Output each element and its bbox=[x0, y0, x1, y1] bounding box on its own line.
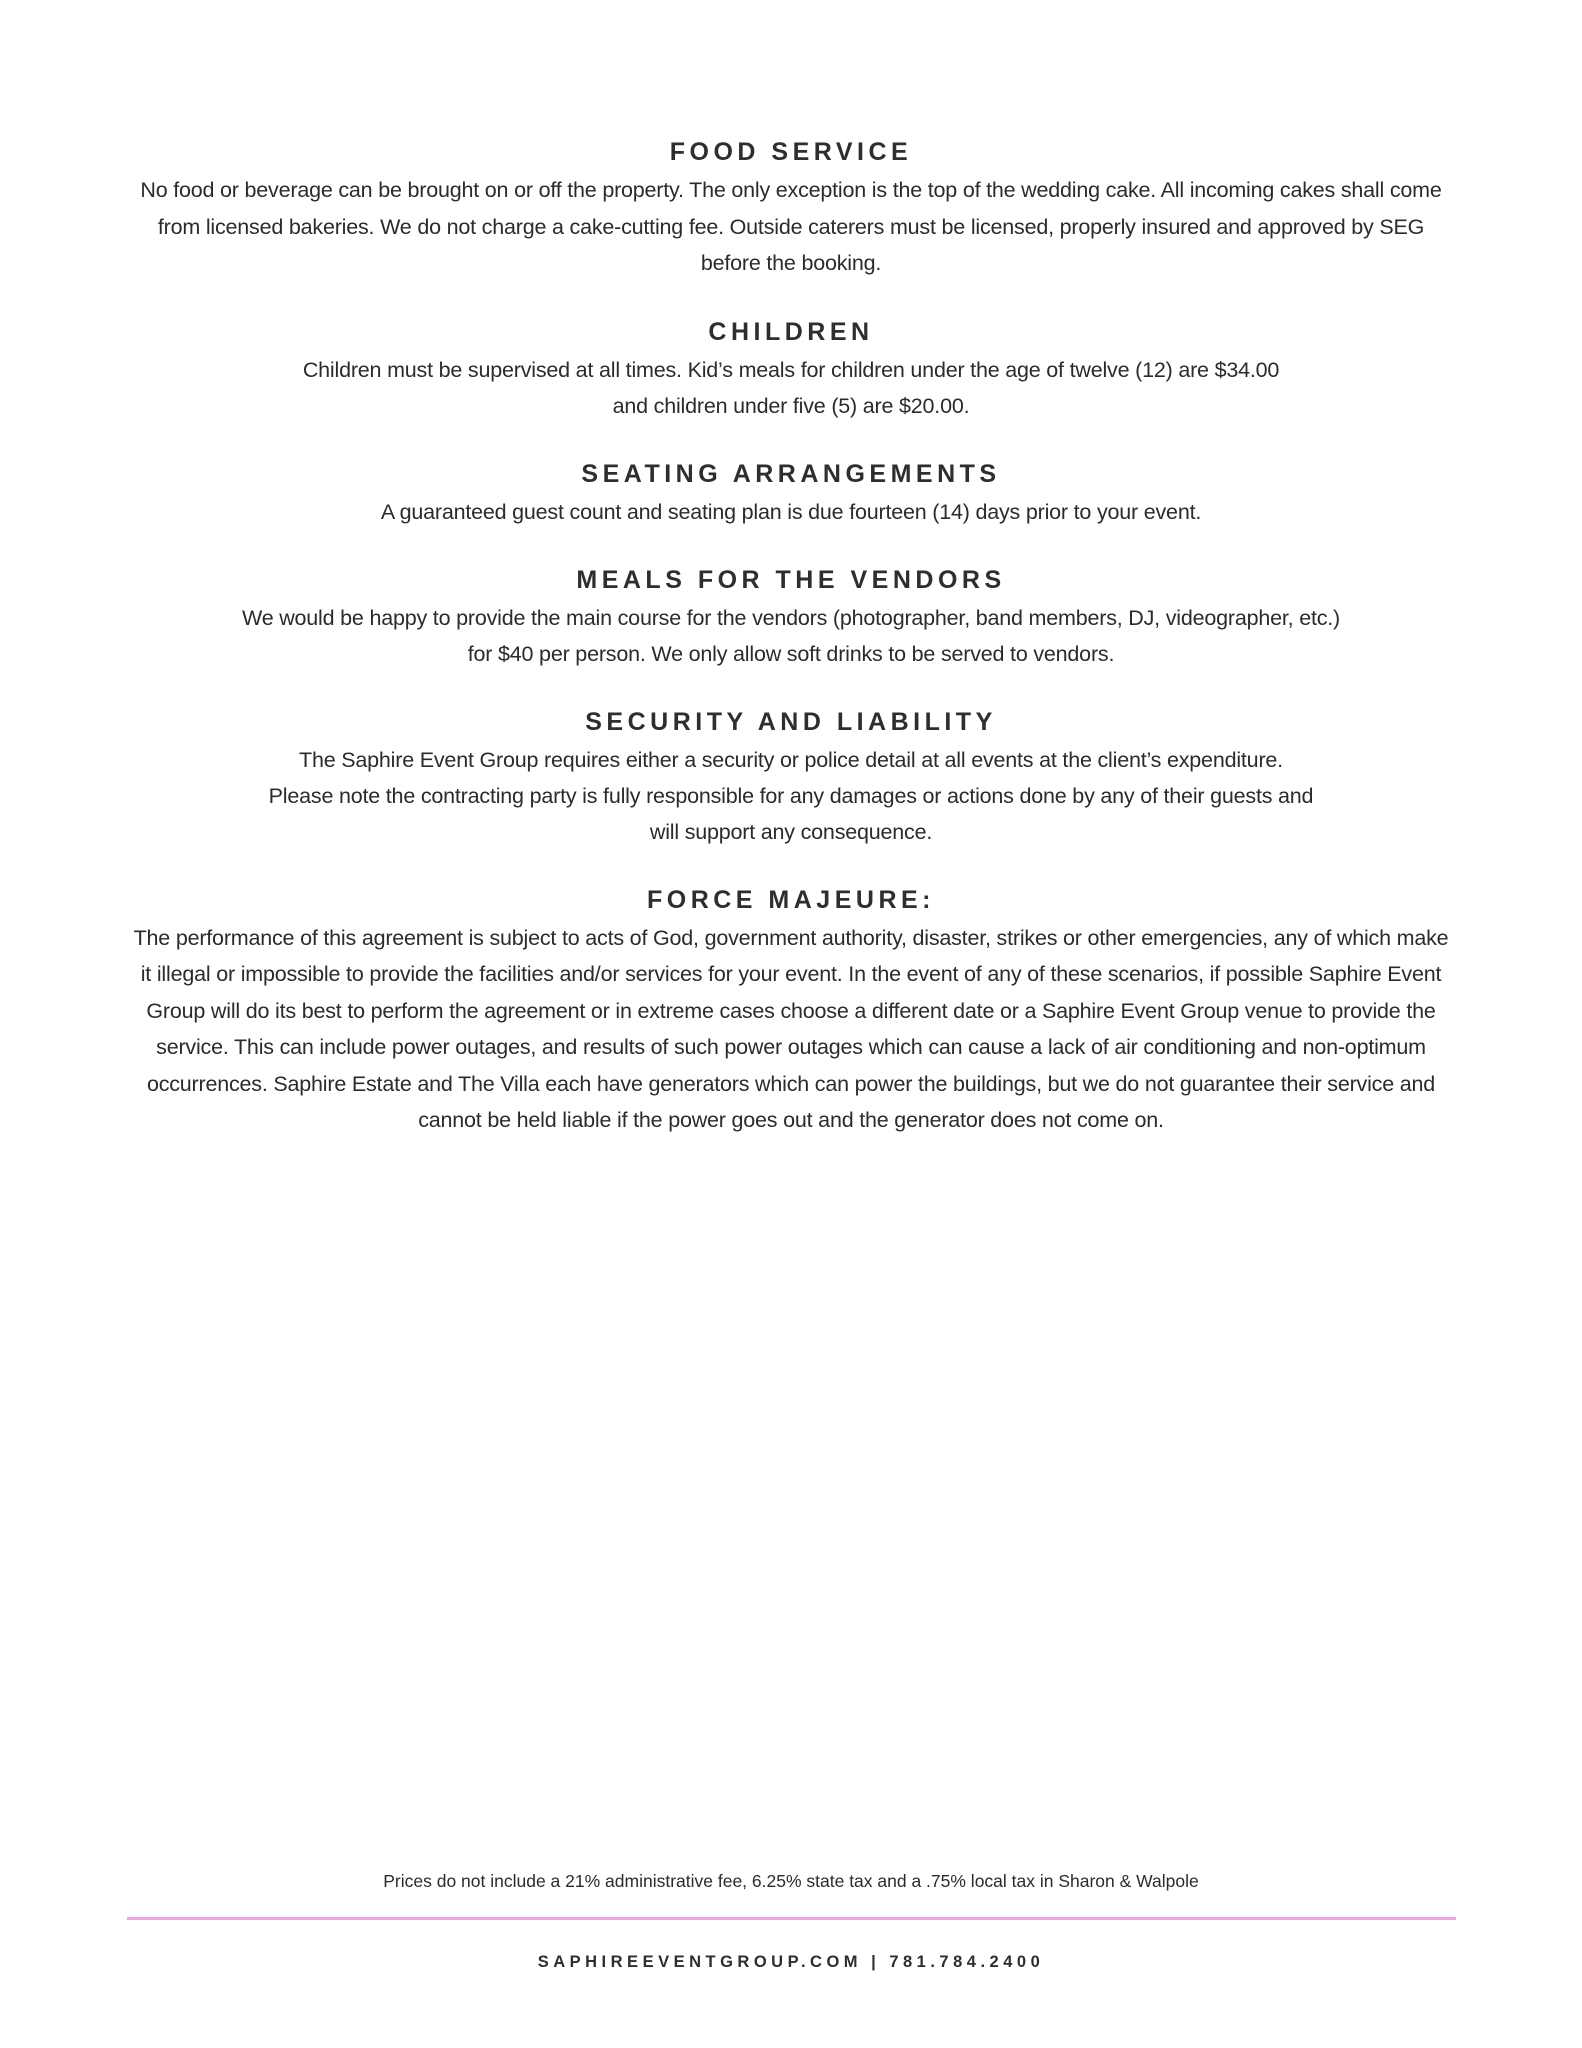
section-paragraph: The performance of this agreement is subject to acts of God, government authority, disaster, strikes or other emergencies, any of which make it illegal or impossible to provide the facilities and/or services for your event. In the event of any of these scenarios, if possible Saphire Event Group will do its best to perform the agreement or in extreme cases choose a different date or a Saphire Event Group venue to provide the service. This can include power outages, and results of such power outages which can cause a lack of air conditioning and non-optimum occurrences. Saphire Estate and The Villa each have generators which can power the buildings, but we do not guarantee their service and cannot be held liable if the power goes out and the generator does not come on. bbox=[133, 925, 1449, 1132]
section-line: Children must be supervised at all times. Kid’s meals for children under the age of twelve (12) are $34.00 bbox=[302, 357, 1280, 382]
section-line: and children under five (5) are $20.00. bbox=[612, 393, 970, 418]
section-heading: SEATING ARRANGEMENTS bbox=[581, 459, 1001, 488]
pricing-footnote: Prices do not include a 21% administrative fee, 6.25% state tax and a .75% local tax in Sharon & Walpole bbox=[383, 1871, 1199, 1891]
section-heading: FOOD SERVICE bbox=[669, 138, 913, 166]
section-food-service bbox=[128, 136, 1454, 282]
section-line: A guaranteed guest count and seating plan is due fourteen (14) days prior to your event. bbox=[380, 499, 1202, 524]
section-line: The Saphire Event Group requires either a security or police detail at all events at the client’s expenditure. bbox=[299, 747, 1283, 772]
section-heading: CHILDREN bbox=[708, 317, 874, 346]
section-line: Please note the contracting party is fully responsible for any damages or actions done by any of their guests and bbox=[268, 783, 1314, 808]
section-security-liability bbox=[128, 706, 1454, 850]
section-heading: FORCE MAJEURE: bbox=[646, 885, 935, 914]
section-seating-arrangements bbox=[128, 458, 1454, 530]
footer-contact: SAPHIREEVENTGROUP.COM | 781.784.2400 bbox=[537, 1953, 1045, 1971]
section-line: We would be happy to provide the main course for the vendors (photographer, band members, DJ, videographer, etc.) bbox=[241, 605, 1341, 630]
section-heading: MEALS FOR THE VENDORS bbox=[576, 565, 1006, 594]
section-force-majeure bbox=[128, 884, 1454, 1139]
section-line: will support any consequence. bbox=[649, 819, 933, 844]
footer-divider bbox=[127, 1917, 1456, 1920]
section-line: for $40 per person. We only allow soft drinks to be served to vendors. bbox=[467, 641, 1115, 666]
section-heading: SECURITY AND LIABILITY bbox=[585, 707, 997, 736]
section-children bbox=[128, 316, 1454, 424]
policies-content bbox=[128, 136, 1454, 1173]
section-paragraph: No food or beverage can be brought on or off the property. The only exception is the top of the wedding cake. All incoming cakes shall come from licensed bakeries. We do not charge a cake-cutting fee. Outside caterers must be licensed, properly insured and approved by SEG before the booking. bbox=[140, 178, 1442, 275]
section-meals-for-vendors bbox=[128, 564, 1454, 672]
